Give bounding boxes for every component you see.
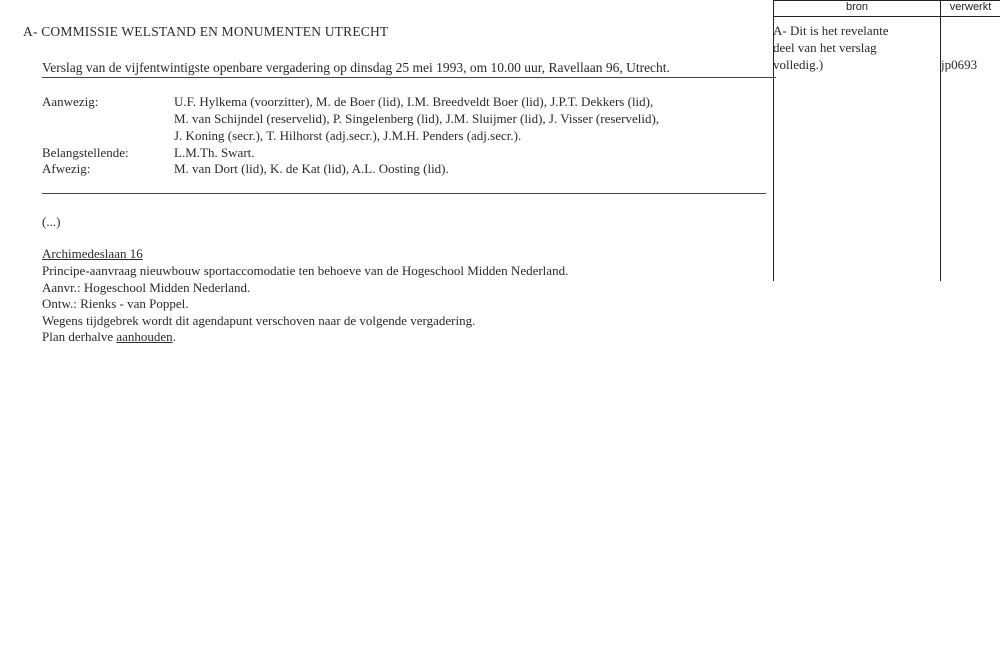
- decision-action: aanhouden: [116, 329, 173, 344]
- attendance-present-line: M. van Schijndel (reservelid), P. Singelenberg (lid), J.M. Sluijmer (lid), J. Visser (reservelid),: [174, 111, 660, 126]
- attendance-label-interested: Belangstellende:: [42, 145, 129, 160]
- verwerkt-code: jp0693: [941, 57, 978, 72]
- attendance-present-line: U.F. Hylkema (voorzitter), M. de Boer (lid), I.M. Breedveldt Boer (lid), J.P.T. Dekkers (lid),: [174, 94, 654, 109]
- committee-heading: A- COMMISSIE WELSTAND EN MONUMENTEN UTRECHT: [23, 24, 389, 39]
- header-rule: [42, 77, 776, 78]
- column-header-bron: bron: [845, 1, 869, 13]
- attendance-absent-line: M. van Dort (lid), K. de Kat (lid), A.L. Oosting (lid).: [174, 161, 449, 176]
- attendance-label-absent: Afwezig:: [42, 161, 91, 176]
- item-description: Principe-aanvraag nieuwbouw sportaccomodatie ten behoeve van de Hogeschool Midden Nederland.: [42, 263, 569, 278]
- attendance-label-present: Aanwezig:: [42, 94, 99, 109]
- bron-note-line: deel van het verslag: [773, 40, 877, 55]
- decision-prefix: Plan derhalve: [42, 329, 117, 344]
- report-line: Verslag van de vijfentwintigste openbare vergadering op dinsdag 25 mei 1993, om 10.00 uur, Ravellaan 96, Utrecht.: [42, 60, 670, 75]
- attendance-interested-line: L.M.Th. Swart.: [174, 145, 255, 160]
- item-address: Archimedeslaan 16: [42, 246, 143, 261]
- item-applicant: Aanvr.: Hogeschool Midden Nederland.: [42, 280, 251, 295]
- table-header-divider: [773, 16, 1000, 17]
- item-designer: Ontw.: Rienks - van Poppel.: [42, 296, 189, 311]
- decision-suffix: .: [172, 329, 176, 344]
- column-header-verwerkt: verwerkt: [949, 1, 992, 13]
- bron-note-line: volledig.): [773, 57, 824, 72]
- bron-note-line: A- Dit is het revelante: [773, 23, 889, 38]
- item-decision: [42, 329, 176, 345]
- item-note: Wegens tijdgebrek wordt dit agendapunt verschoven naar de volgende vergadering.: [42, 313, 476, 328]
- attendance-present-line: J. Koning (secr.), T. Hilhorst (adj.secr.), J.M.H. Penders (adj.secr.).: [174, 128, 522, 143]
- omission-marker: (...): [42, 214, 61, 229]
- attendance-rule: [42, 193, 766, 194]
- table-column-divider: [940, 0, 941, 281]
